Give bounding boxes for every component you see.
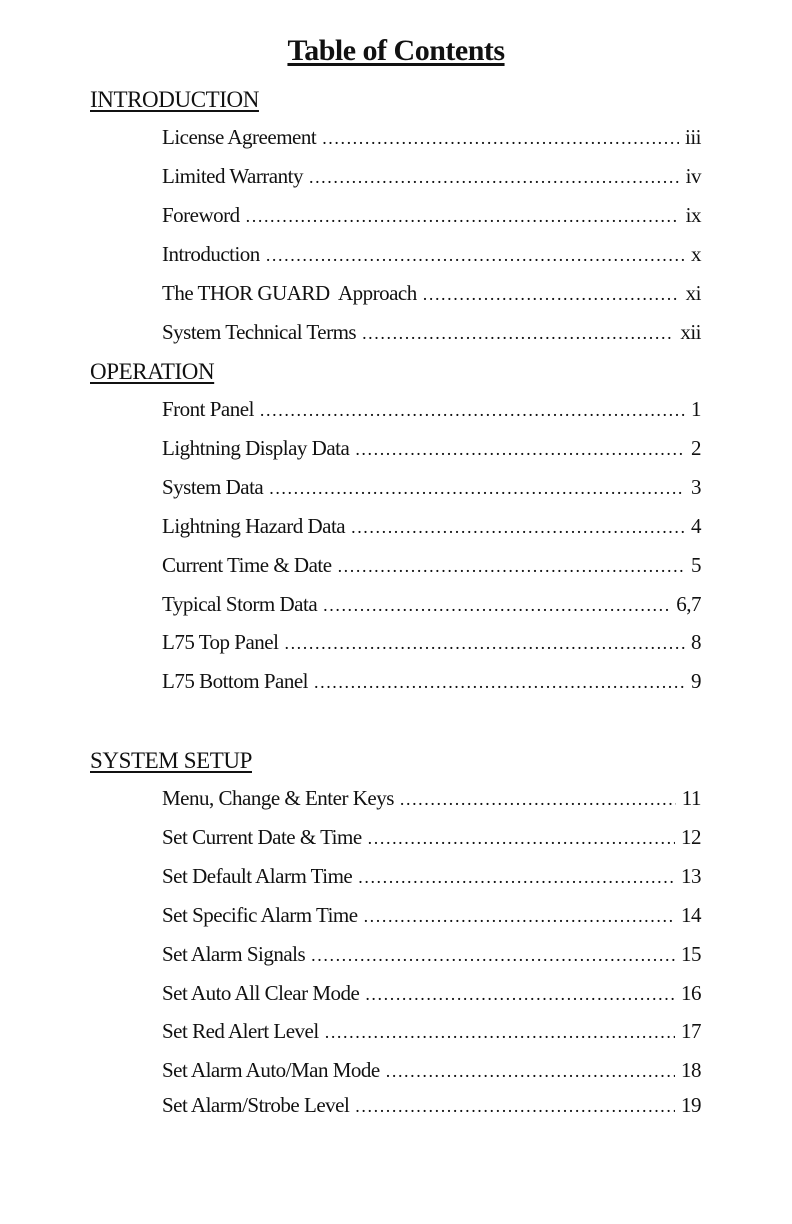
- toc-entry[interactable]: [162, 866, 701, 887]
- toc-entry-label: License Agreement: [162, 125, 317, 149]
- toc-entry-page: 11: [681, 786, 701, 810]
- toc-entry-label: Set Auto All Clear Mode: [162, 981, 360, 1005]
- toc-entry[interactable]: [162, 399, 701, 420]
- dot-leader: [423, 285, 680, 303]
- dot-leader: [338, 557, 685, 575]
- toc-entry-page: 15: [681, 942, 701, 966]
- toc-entry[interactable]: [162, 477, 701, 498]
- toc-entry[interactable]: [162, 555, 701, 576]
- toc-entry-page: 8: [691, 630, 701, 654]
- toc-entry-page: 13: [681, 864, 701, 888]
- toc-entry-label: System Data: [162, 475, 264, 499]
- toc-entry[interactable]: [162, 944, 701, 965]
- toc-entry-label: Limited Warranty: [162, 164, 303, 188]
- toc-entry-page: 14: [681, 903, 701, 927]
- toc-entry-label: Typical Storm Data: [162, 592, 318, 616]
- toc-entry-page: iii: [684, 125, 701, 149]
- toc-entry-label: Set Alarm Signals: [162, 942, 306, 966]
- toc-entry[interactable]: [162, 1060, 701, 1081]
- dot-leader: [260, 401, 685, 419]
- toc-entry-label: Set Alarm Auto/Man Mode: [162, 1058, 380, 1082]
- toc-entry[interactable]: [162, 283, 701, 304]
- toc-entry-label: Menu, Change & Enter Keys: [162, 786, 394, 810]
- toc-entry-label: Set Default Alarm Time: [162, 864, 353, 888]
- toc-entry-page: xii: [680, 320, 701, 344]
- toc-entry-label: L75 Bottom Panel: [162, 669, 308, 693]
- toc-entry[interactable]: [162, 244, 701, 265]
- dot-leader: [355, 1097, 675, 1115]
- toc-entry-label: Foreword: [162, 203, 240, 227]
- toc-entry-label: Set Red Alert Level: [162, 1019, 319, 1043]
- toc-entry[interactable]: [162, 671, 701, 692]
- dot-leader: [311, 946, 675, 964]
- toc-entry-page: 6,7: [676, 592, 701, 616]
- toc-entry[interactable]: [162, 594, 701, 615]
- toc-entry-label: Set Current Date & Time: [162, 825, 362, 849]
- toc-entry-page: x: [691, 242, 701, 266]
- dot-leader: [386, 1062, 675, 1080]
- dot-leader: [365, 985, 675, 1003]
- toc-entry-label: Set Specific Alarm Time: [162, 903, 358, 927]
- toc-entry-label: The THOR GUARD Approach: [162, 281, 417, 305]
- toc-entry[interactable]: [162, 205, 701, 226]
- toc-entry-label: Front Panel: [162, 397, 254, 421]
- dot-leader: [309, 168, 680, 186]
- section-heading-operation[interactable]: OPERATION: [90, 359, 215, 384]
- toc-entry-page: 16: [681, 981, 701, 1005]
- toc-entry-page: 18: [681, 1058, 701, 1082]
- toc-entry-page: 2: [691, 436, 701, 460]
- toc-entry-page: iv: [685, 164, 701, 188]
- toc-entry[interactable]: [162, 166, 701, 187]
- dot-leader: [355, 440, 685, 458]
- toc-entry-label: Lightning Display Data: [162, 436, 350, 460]
- toc-entry[interactable]: [162, 827, 701, 848]
- section-heading-introduction[interactable]: INTRODUCTION: [90, 87, 259, 112]
- toc-entry-label: Introduction: [162, 242, 260, 266]
- dot-leader: [322, 129, 679, 147]
- toc-entry-label: Lightning Hazard Data: [162, 514, 346, 538]
- dot-leader: [364, 907, 675, 925]
- toc-entry-page: 17: [681, 1019, 701, 1043]
- toc-entry[interactable]: [162, 905, 701, 926]
- dot-leader: [362, 324, 674, 342]
- dot-leader: [246, 207, 680, 225]
- dot-leader: [314, 673, 685, 691]
- dot-leader: [368, 829, 675, 847]
- toc-entry[interactable]: [162, 127, 701, 148]
- toc-entry[interactable]: [162, 788, 701, 809]
- toc-entry-label: L75 Top Panel: [162, 630, 279, 654]
- dot-leader: [351, 518, 685, 536]
- toc-entry-page: 19: [681, 1093, 701, 1117]
- toc-entry-page: 1: [691, 397, 701, 421]
- section-heading-system-setup[interactable]: SYSTEM SETUP: [90, 748, 252, 773]
- dot-leader: [325, 1023, 675, 1041]
- toc-entry-page: 9: [691, 669, 701, 693]
- dot-leader: [358, 868, 675, 886]
- toc-entry[interactable]: [162, 1095, 701, 1116]
- toc-entry-label: Set Alarm/Strobe Level: [162, 1093, 350, 1117]
- toc-entry-page: 5: [691, 553, 701, 577]
- dot-leader: [266, 246, 685, 264]
- toc-entry-page: 12: [681, 825, 701, 849]
- toc-entry-page: 3: [691, 475, 701, 499]
- toc-entry[interactable]: [162, 516, 701, 537]
- toc-entry-label: System Technical Terms: [162, 320, 357, 344]
- toc-entry[interactable]: [162, 1021, 701, 1042]
- dot-leader: [269, 479, 685, 497]
- dot-leader: [400, 790, 676, 808]
- toc-entry-label: Current Time & Date: [162, 553, 332, 577]
- toc-entry[interactable]: [162, 438, 701, 459]
- toc-entry[interactable]: [162, 632, 701, 653]
- toc-entry-page: 4: [691, 514, 701, 538]
- dot-leader: [284, 634, 685, 652]
- toc-entry-page: ix: [685, 203, 701, 227]
- toc-entry-page: xi: [685, 281, 701, 305]
- toc-entry[interactable]: [162, 983, 701, 1004]
- dot-leader: [323, 596, 670, 614]
- page-title: Table of Contents: [287, 34, 505, 67]
- toc-entry[interactable]: [162, 322, 701, 343]
